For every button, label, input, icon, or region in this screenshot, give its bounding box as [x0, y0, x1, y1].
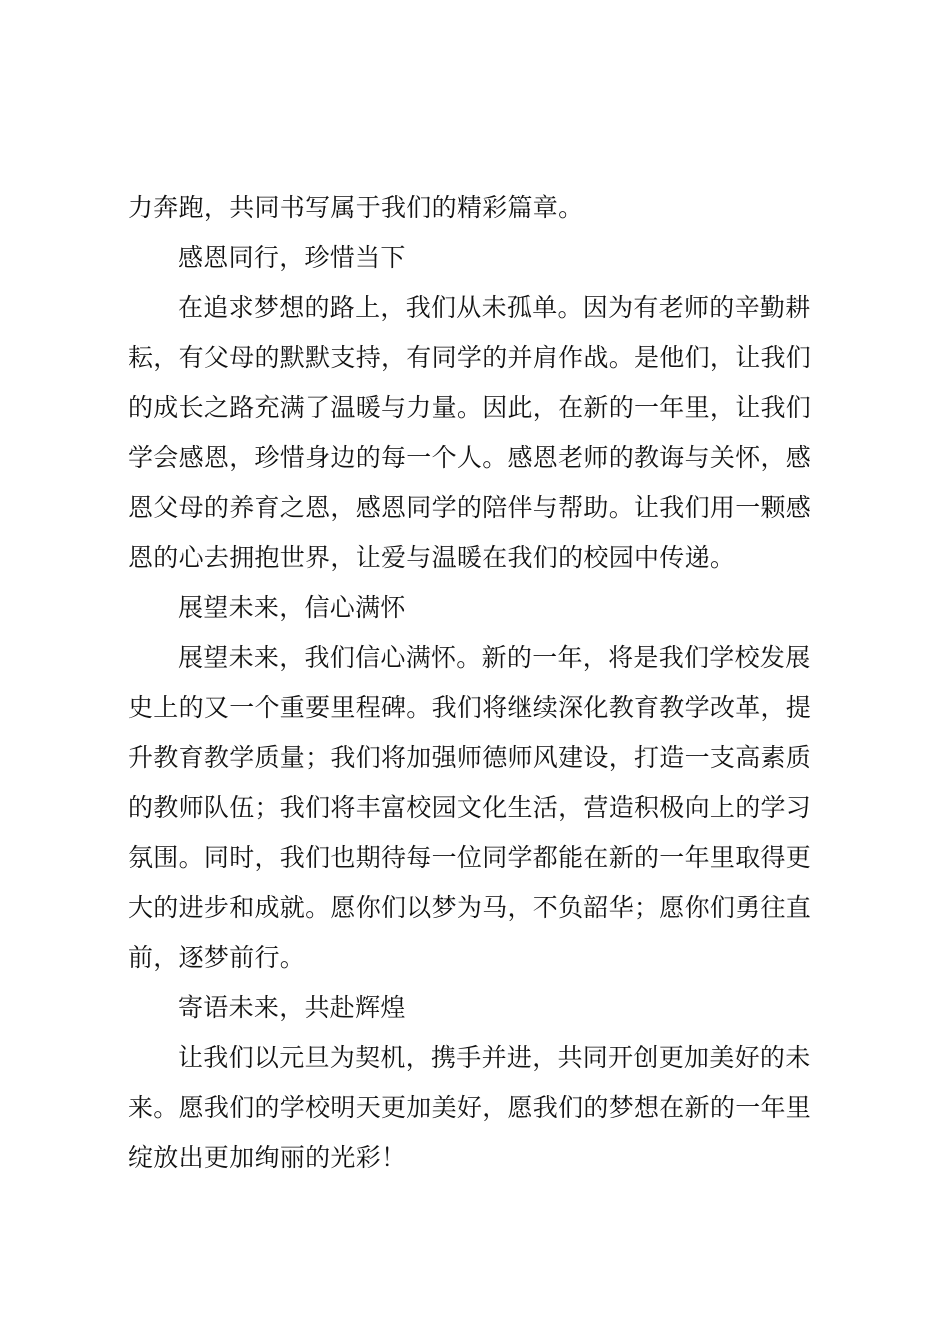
paragraph-line: 恩父母的养育之恩，感恩同学的陪伴与帮助。让我们用一颗感: [128, 493, 812, 522]
paragraph-line: 升教育教学质量；我们将加强师德师风建设，打造一支高素质: [128, 743, 812, 772]
section-heading: 寄语未来，共赴辉煌: [178, 993, 406, 1022]
paragraph-line: 前，逐梦前行。: [128, 943, 306, 972]
paragraph-line: 耘，有父母的默默支持，有同学的并肩作战。是他们，让我们: [128, 343, 812, 372]
paragraph-line: 在追求梦想的路上，我们从未孤单。因为有老师的辛勤耕: [178, 293, 811, 322]
paragraph-line: 来。愿我们的学校明天更加美好，愿我们的梦想在新的一年里: [128, 1093, 812, 1122]
paragraph-line: 让我们以元旦为契机，携手并进，共同开创更加美好的未: [178, 1043, 811, 1072]
paragraph-line: 学会感恩，珍惜身边的每一个人。感恩老师的教诲与关怀，感: [128, 443, 812, 472]
paragraph-line: 展望未来，我们信心满怀。新的一年，将是我们学校发展: [178, 643, 811, 672]
section-heading: 感恩同行，珍惜当下: [178, 243, 406, 272]
paragraph-line: 史上的又一个重要里程碑。我们将继续深化教育教学改革，提: [128, 693, 812, 722]
section-heading: 展望未来，信心满怀: [178, 593, 406, 622]
paragraph-line: 氛围。同时，我们也期待每一位同学都能在新的一年里取得更: [128, 843, 812, 872]
paragraph-line: 的成长之路充满了温暖与力量。因此，在新的一年里，让我们: [128, 393, 812, 422]
paragraph-line: 恩的心去拥抱世界，让爱与温暖在我们的校园中传递。: [128, 543, 736, 572]
paragraph-line: 大的进步和成就。愿你们以梦为马，不负韶华；愿你们勇往直: [128, 893, 812, 922]
document-body: [128, 183, 836, 1183]
paragraph-line: 绽放出更加绚丽的光彩！: [128, 1143, 407, 1172]
paragraph-line: 的教师队伍；我们将丰富校园文化生活，营造积极向上的学习: [128, 793, 812, 822]
paragraph-line: 力奔跑，共同书写属于我们的精彩篇章。: [128, 193, 584, 222]
